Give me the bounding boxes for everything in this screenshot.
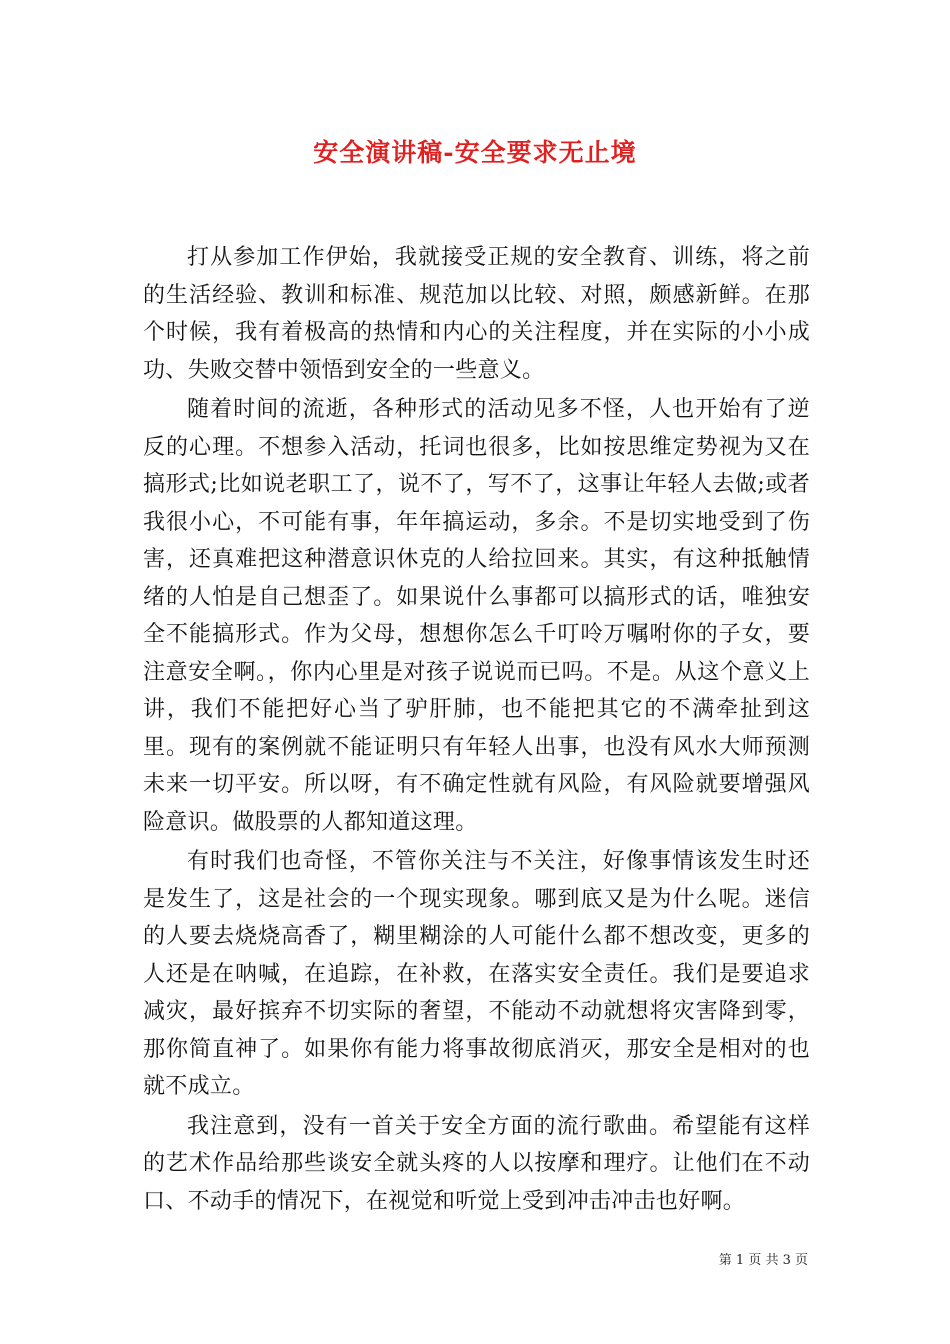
document-body [143, 239, 810, 1222]
document-title: 安全演讲稿-安全要求无止境 [313, 138, 637, 167]
paragraph-2: 随着时间的流逝，各种形式的活动见多不怪，人也开始有了逆反的心理。不想参入活动，托词也很多，比如按思维定势视为又在搞形式;比如说老职工了，说不了，写不了，这事让年轻人去做;或者我很小心，不可能有事，年年搞运动，多余。不是切实地受到了伤害，还真难把这种潜意识休克的人给拉回来。其实，有这种抵触情绪的人怕是自己想歪了。如果说什么事都可以搞形式的话，唯独安全不能搞形式。作为父母，想想你怎么千叮呤万嘱咐你的子女，要注意安全啊。，你内心里是对孩子说说而已吗。不是。从这个意义上讲，我们不能把好心当了驴肝肺，也不能把其它的不满牵扯到这里。现有的案例就不能证明只有年轻人出事，也没有风水大师预测未来一切平安。所以呀，有不确定性就有风险，有风险就要增强风险意识。做股票的人都知道这理。 [143, 397, 810, 835]
page-number-footer: 第 1 页 共 3 页 [718, 1253, 808, 1268]
paragraph-3: 有时我们也奇怪，不管你关注与不关注，好像事情该发生时还是发生了，这是社会的一个现实现象。哪到底又是为什么呢。迷信的人要去烧烧高香了，糊里糊涂的人可能什么都不想改变，更多的人还是在呐喊，在追踪，在补救，在落实安全责任。我们是要追求减灾，最好摈弃不切实际的奢望，不能动不动就想将灾害降到零，那你简直神了。如果你有能力将事故彻底消灭，那安全是相对的也就不成立。 [143, 849, 810, 1099]
paragraph-4: 我注意到，没有一首关于安全方面的流行歌曲。希望能有这样的艺术作品给那些谈安全就头疼的人以按摩和理疗。让他们在不动口、不动手的情况下，在视觉和听觉上受到冲击冲击也好啊。 [143, 1113, 810, 1214]
paragraph-1: 打从参加工作伊始，我就接受正规的安全教育、训练，将之前的生活经验、教训和标准、规范加以比较、对照，颇感新鲜。在那个时候，我有着极高的热情和内心的关注程度，并在实际的小小成功、失败交替中领悟到安全的一些意义。 [143, 245, 810, 383]
